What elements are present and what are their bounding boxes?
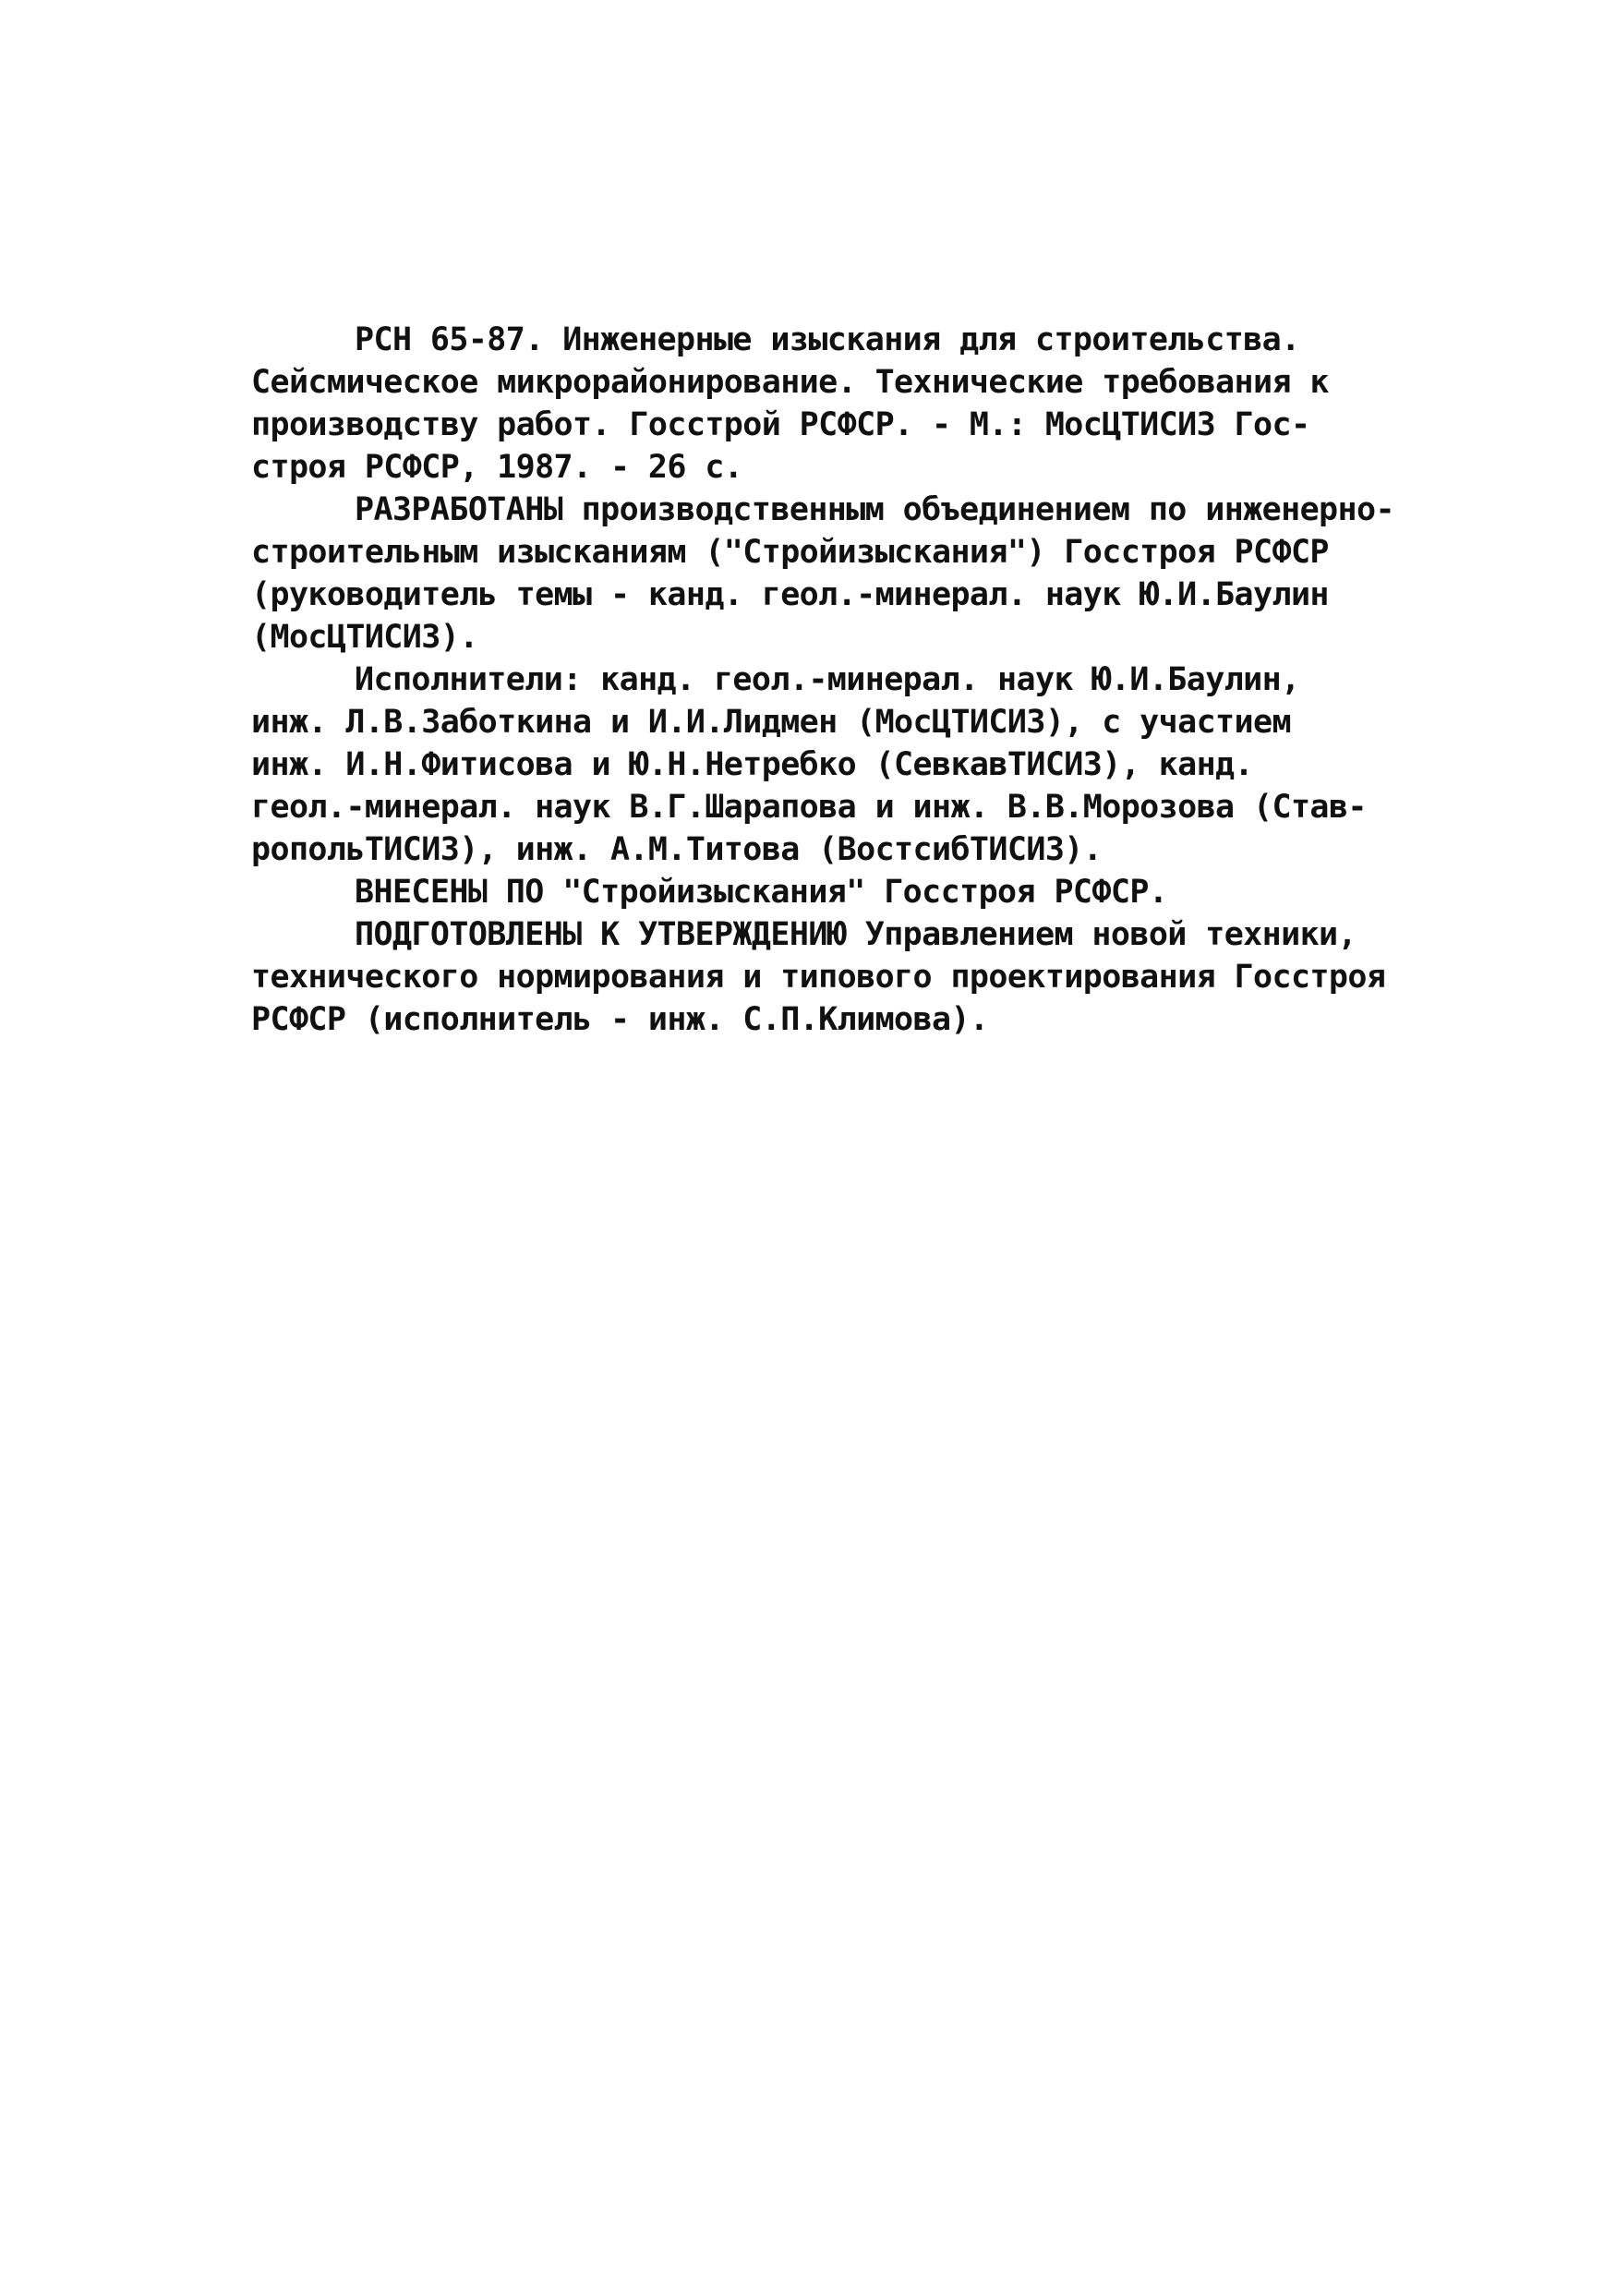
developed-by-line-2: строительным изысканиям ("Стройизыскания") Госстроя РСФСР [251,534,1329,571]
bibliographic-line-3: производству работ. Госстрой РСФСР. - М.: МосЦТИСИЗ Гос- [251,406,1310,443]
authors-line-5: ропольТИСИЗ), инж. А.М.Титова (ВостсибТИСИЗ). [251,831,1103,868]
prepared-line-1: ПОДГОТОВЛЕНЫ К УТВЕРЖДЕНИЮ Управлением новой техники, [355,916,1357,953]
prepared-line-2: технического нормирования и типового проектирования Госстроя [251,959,1386,996]
prepared-line-3: РСФСР (исполнитель - инж. С.П.Климова). [251,1001,989,1038]
developed-by-line-1: РАЗРАБОТАНЫ производственным объединением по инженерно- [355,491,1394,528]
bibliographic-line-2: Сейсмическое микрорайонирование. Технические требования к [251,364,1329,401]
developed-by-line-3: (руководитель темы - канд. геол.-минерал. наук Ю.И.Баулин [251,576,1329,613]
developed-by-line-4: (МосЦТИСИЗ). [251,619,478,656]
authors-line-4: геол.-минерал. наук В.Г.Шарапова и инж. В.В.Морозова (Став- [251,789,1367,826]
authors-line-1: Исполнители: канд. геол.-минерал. наук Ю.И.Баулин, [355,661,1300,698]
bibliographic-line-4: строя РСФСР, 1987. - 26 с. [251,449,743,486]
authors-line-2: инж. Л.В.Заботкина и И.И.Лидмен (МосЦТИСИЗ), с участием [251,704,1291,741]
authors-line-3: инж. И.Н.Фитисова и Ю.Н.Нетребко (СевкавТИСИЗ), канд. [251,746,1254,783]
bibliographic-line-1: РСН 65-87. Инженерные изыскания для строительства. [355,321,1300,358]
annotation-text-block [251,319,1415,1041]
introduced-by-line: ВНЕСЕНЫ ПО "Стройизыскания" Госстроя РСФСР. [355,874,1168,911]
